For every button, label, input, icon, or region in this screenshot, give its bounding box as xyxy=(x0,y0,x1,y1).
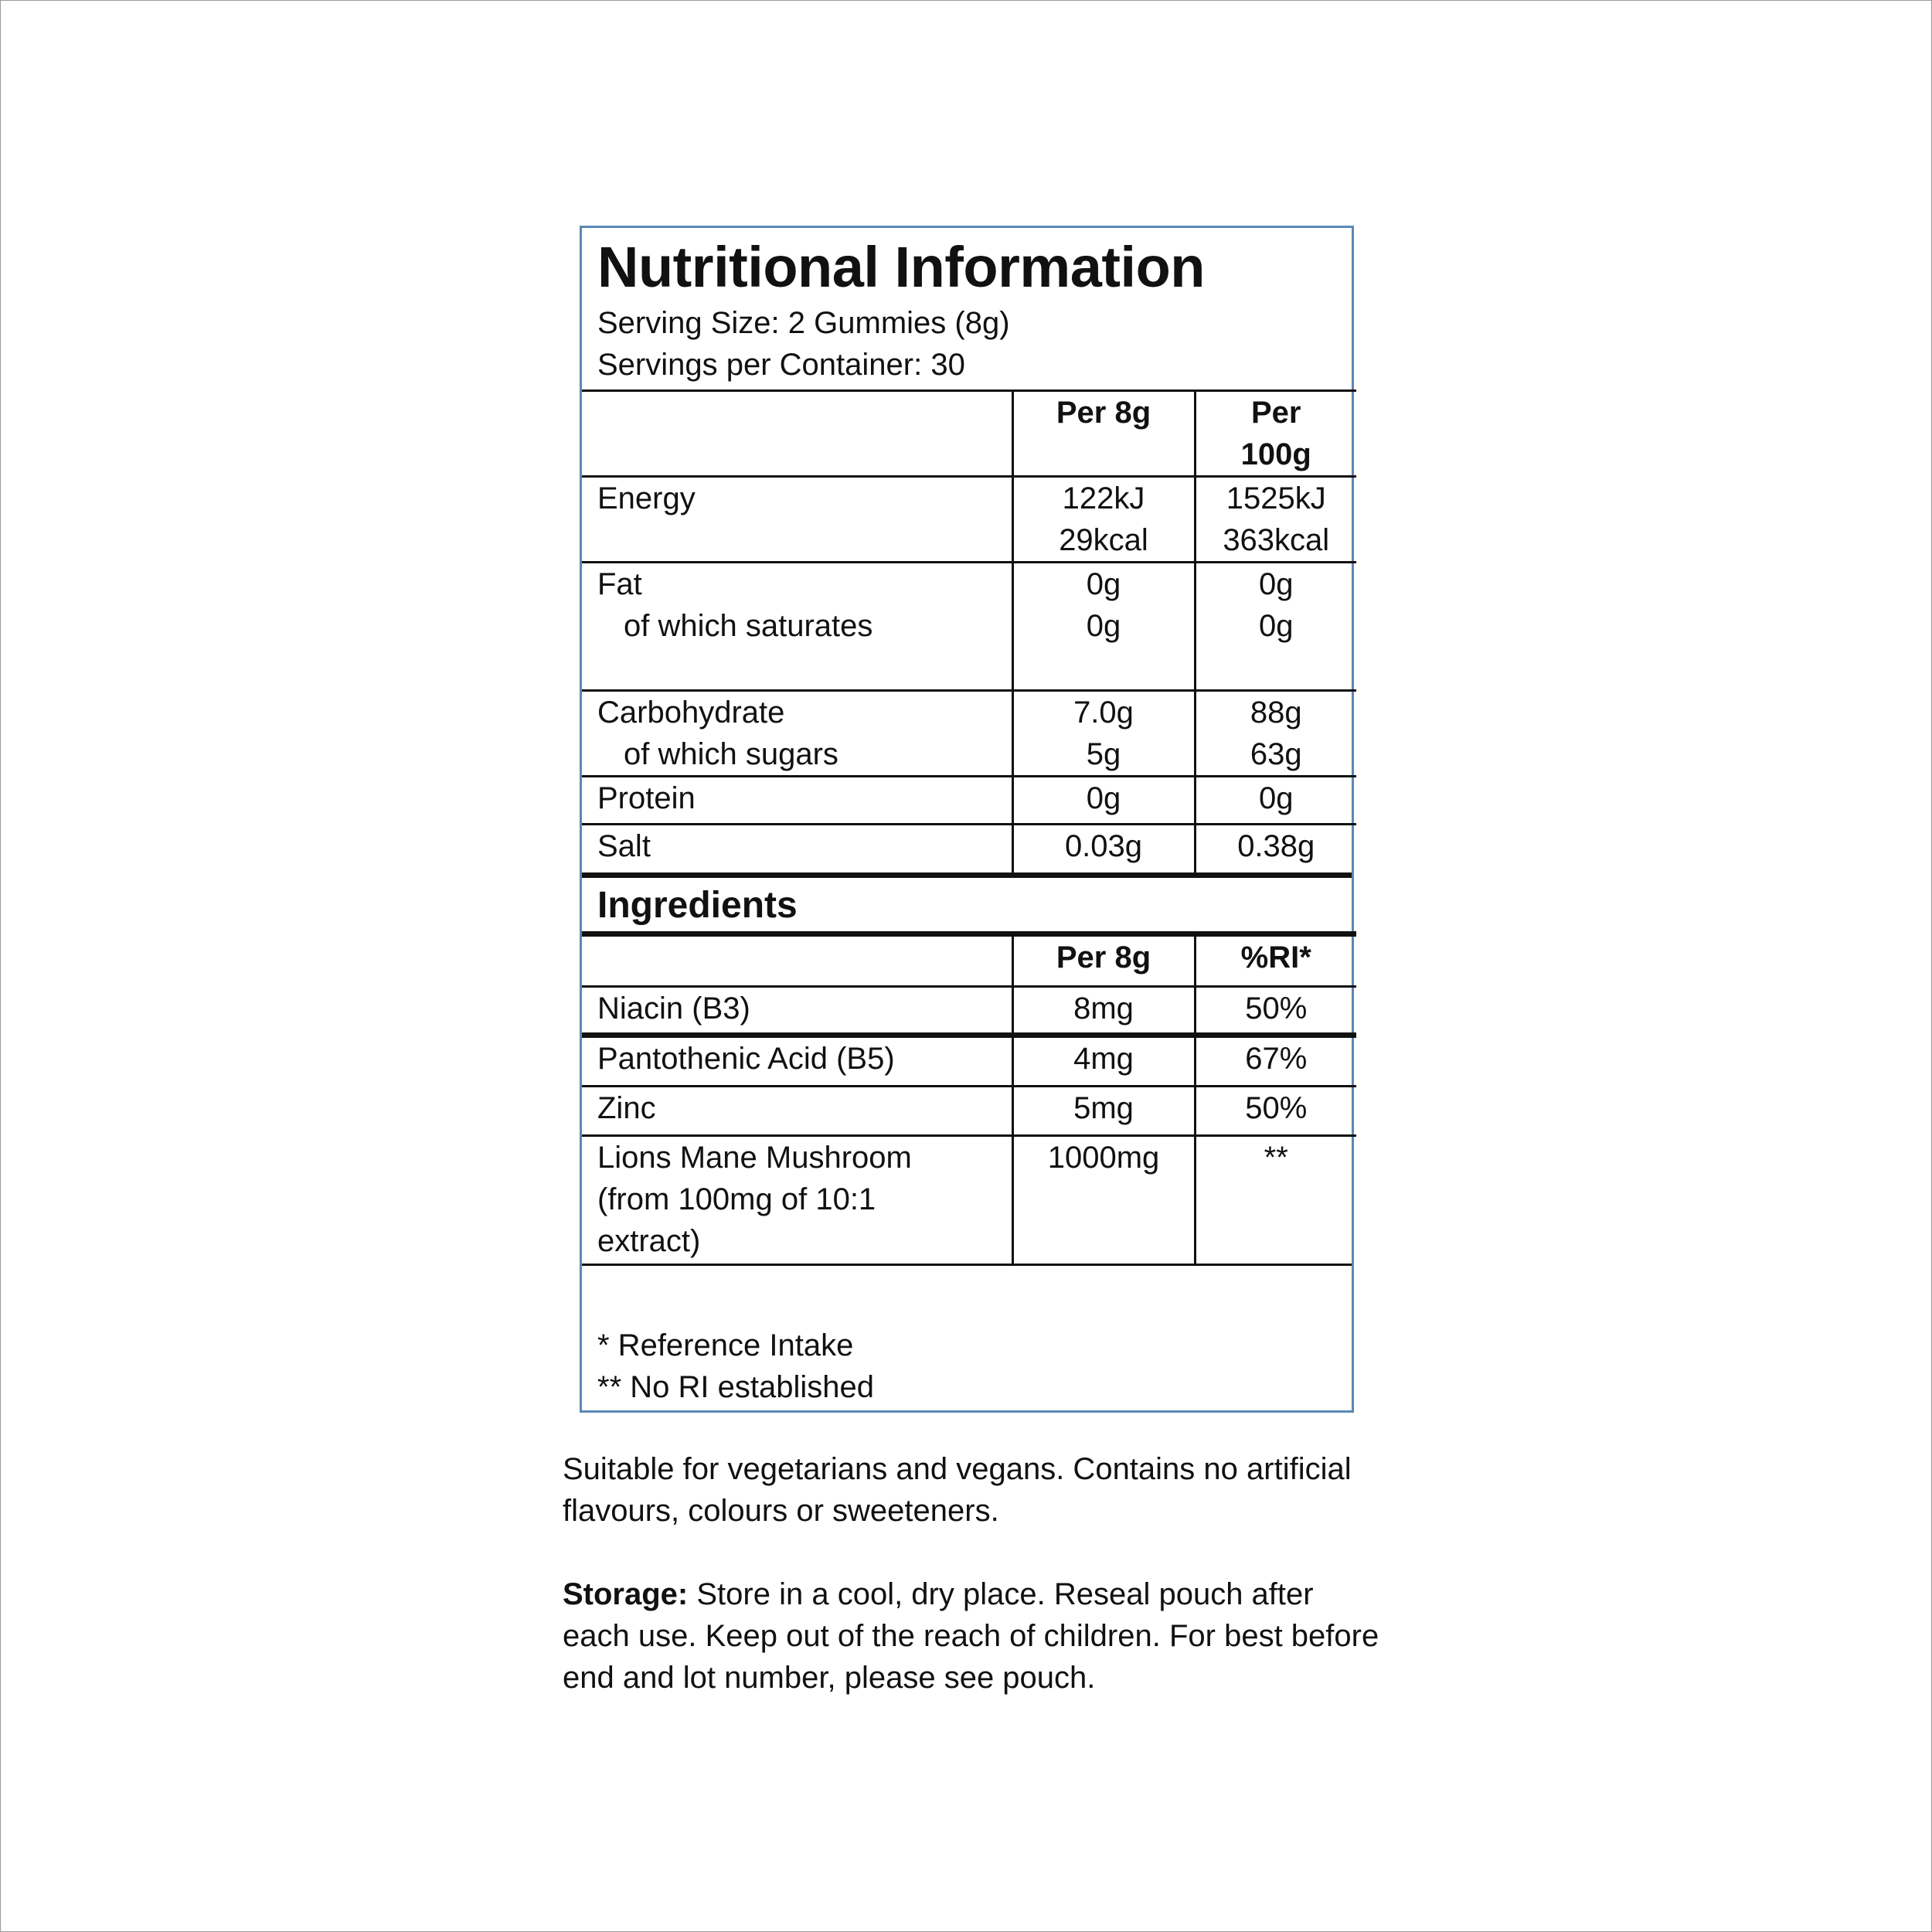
nutrient-sub: of which sugars xyxy=(624,737,838,771)
table-row-niacin xyxy=(582,986,1356,1035)
ingredient-name-line2: (from 100mg of 10:1 xyxy=(597,1182,876,1216)
ingredient-name-line1: Lions Mane Mushroom xyxy=(597,1140,912,1175)
nutrient-name: Salt xyxy=(582,825,1012,872)
product-notes xyxy=(563,1448,1382,1740)
footnote-no-ri: ** No RI established xyxy=(597,1370,874,1404)
value-per-8g: 0.03g xyxy=(1012,825,1195,872)
value-main: 0g xyxy=(1259,567,1294,601)
table-row-fat xyxy=(582,563,1356,691)
table-row-pantothenic-acid xyxy=(582,1035,1356,1086)
servings-per-container: Servings per Container: 30 xyxy=(597,348,965,382)
value-per-8g: 4mg xyxy=(1012,1035,1195,1086)
header-per-8g: Per 8g xyxy=(1012,934,1195,986)
storage-text: Store in a cool, dry place. Reseal pouch after each use. Keep out of the reach of children. For best before end and lot number, please see pouch. xyxy=(563,1577,1379,1695)
header-per-100g-line1: Per xyxy=(1251,396,1301,430)
nutrient-name: Protein xyxy=(582,777,1012,825)
value-per-100g xyxy=(1195,477,1356,563)
ingredient-name-line3: extract) xyxy=(597,1223,701,1258)
ingredient-name: Niacin (B3) xyxy=(582,986,1012,1035)
footnotes xyxy=(582,1264,1352,1410)
header-per-8g: Per 8g xyxy=(1012,391,1195,477)
value-per-8g: 1000mg xyxy=(1012,1135,1195,1264)
ingredient-name xyxy=(582,1135,1012,1264)
value-ri: 50% xyxy=(1195,1086,1356,1135)
panel-header xyxy=(582,228,1352,389)
table-row-salt xyxy=(582,825,1356,872)
value-kcal: 363kcal xyxy=(1223,523,1330,557)
storage-label: Storage: xyxy=(563,1577,689,1611)
header-ri: %RI* xyxy=(1195,934,1356,986)
serving-size: Serving Size: 2 Gummies (8g) xyxy=(597,306,1010,340)
value-per-100g xyxy=(1195,691,1356,777)
value-kcal: 29kcal xyxy=(1059,523,1148,557)
value-sub: 0g xyxy=(1086,609,1121,643)
value-per-8g xyxy=(1012,691,1195,777)
table-row-carbohydrate xyxy=(582,691,1356,777)
value-ri: ** xyxy=(1195,1135,1356,1264)
header-blank-cell xyxy=(582,934,1012,986)
value-per-100g: 0g xyxy=(1195,777,1356,825)
ingredients-table xyxy=(582,931,1356,1264)
header-per-100g-line2: 100g xyxy=(1240,437,1311,471)
value-per-8g: 5mg xyxy=(1012,1086,1195,1135)
header-per-100g xyxy=(1195,391,1356,477)
value-ri: 50% xyxy=(1195,986,1356,1035)
ingredient-name: Zinc xyxy=(582,1086,1012,1135)
value-per-8g: 8mg xyxy=(1012,986,1195,1035)
value-kj: 122kJ xyxy=(1062,481,1145,515)
value-sub: 0g xyxy=(1259,609,1294,643)
value-main: 0g xyxy=(1086,567,1121,601)
nutrient-main: Carbohydrate xyxy=(597,696,785,730)
nutrition-panel xyxy=(580,226,1354,1413)
storage-note xyxy=(563,1573,1382,1699)
value-kj: 1525kJ xyxy=(1226,481,1326,515)
nutrition-table xyxy=(582,389,1356,872)
nutrient-sub: of which saturates xyxy=(624,609,873,643)
value-per-8g xyxy=(1012,477,1195,563)
value-main: 88g xyxy=(1250,696,1302,730)
table-row-energy xyxy=(582,477,1356,563)
ingredients-header-row xyxy=(582,934,1356,986)
footnote-reference-intake: * Reference Intake xyxy=(597,1328,854,1362)
suitability-note: Suitable for vegetarians and vegans. Contains no artificial flavours, colours or sweeteners. xyxy=(563,1452,1352,1528)
value-per-100g xyxy=(1195,563,1356,691)
ingredient-name: Pantothenic Acid (B5) xyxy=(582,1035,1012,1086)
value-ri: 67% xyxy=(1195,1035,1356,1086)
panel-title: Nutritional Information xyxy=(597,235,1205,299)
value-per-100g: 0.38g xyxy=(1195,825,1356,872)
value-per-8g xyxy=(1012,563,1195,691)
value-main: 7.0g xyxy=(1073,696,1134,730)
table-row-protein xyxy=(582,777,1356,825)
value-sub: 5g xyxy=(1086,737,1121,771)
nutrient-name xyxy=(582,691,1012,777)
table-row-zinc xyxy=(582,1086,1356,1135)
nutrient-name xyxy=(582,563,1012,691)
nutrient-name: Energy xyxy=(582,477,1012,563)
value-per-8g: 0g xyxy=(1012,777,1195,825)
ingredients-title: Ingredients xyxy=(582,872,1352,931)
value-sub: 63g xyxy=(1250,737,1302,771)
nutrient-main: Fat xyxy=(597,567,642,601)
table-row-lions-mane xyxy=(582,1135,1356,1264)
nutrition-header-row xyxy=(582,391,1356,477)
header-blank-cell xyxy=(582,391,1012,477)
